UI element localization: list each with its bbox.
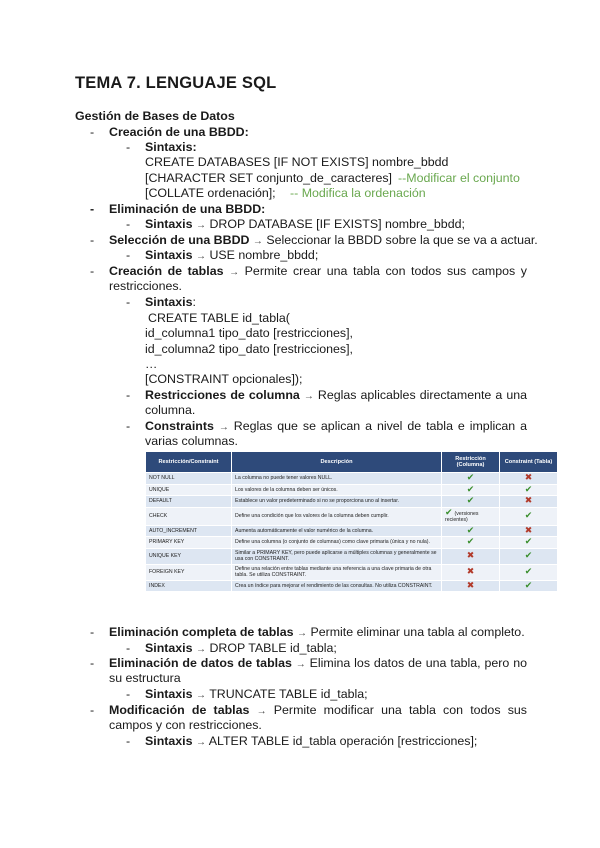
table-flag-cell [500, 507, 558, 525]
table-row [146, 484, 558, 496]
check-icon: ✔ [524, 536, 533, 546]
arrow-icon: → [195, 690, 206, 701]
constraint-name-cell: NOT NULL [146, 473, 232, 485]
cross-icon: ✖ [524, 472, 533, 482]
column-flag-cell [442, 525, 500, 537]
check-icon: ✔ [524, 483, 533, 494]
constraint-desc-cell: Aumenta automáticamente el valor numérico de la columna. [232, 525, 442, 537]
code-text: ALTER TABLE id_tabla operación [restricciones]; [208, 734, 478, 748]
constraint-desc-cell: Similar a PRIMARY KEY, pero puede aplicarse a múltiples columnas y generalmente se usa con CONSTRAINT. [232, 548, 442, 564]
sintaxis-label: Sintaxis [145, 248, 193, 262]
table-body [146, 473, 558, 592]
constraint-name-cell: FOREIGN KEY [146, 564, 232, 580]
modificar-tablas-heading: Modificación de tablas [109, 703, 250, 717]
arrow-icon: → [218, 422, 229, 433]
arrow-icon: → [256, 706, 267, 717]
sintaxis-label: Sintaxis [145, 687, 193, 701]
column-note: (versiones recientes) [445, 510, 479, 523]
modificar-tablas-line [109, 703, 527, 719]
check-icon: ✔ [466, 483, 475, 494]
code-line: CREATE TABLE id_tabla( [148, 311, 290, 325]
bullet-dash: - [126, 641, 131, 655]
check-icon: ✔ [524, 549, 533, 560]
crear-bbdd-heading: Creación de una BBDD: [109, 125, 249, 139]
arrow-icon: → [195, 220, 206, 231]
constraint-desc-cell: Define una columna (o conjunto de columnas) como clave primaria (única y no nula). [232, 537, 442, 549]
eliminar-tabla-syntax-line [145, 641, 337, 657]
column-flag-cell [442, 580, 500, 592]
table-flag-cell [500, 564, 558, 580]
constraint-desc-cell: La columna no puede tener valores NULL. [232, 473, 442, 485]
bullet-dash: - [126, 687, 131, 701]
restricciones-desc: Reglas aplicables directamente a una [317, 388, 527, 402]
column-flag-cell [442, 537, 500, 549]
check-icon: ✔ [524, 509, 533, 520]
code-text: TRUNCATE TABLE id_tabla; [209, 687, 368, 701]
arrow-icon: → [303, 391, 314, 402]
eliminar-bbdd-heading: Eliminación de una BBDD: [109, 202, 266, 216]
table-header-cell: Restricción (Columna) [442, 452, 500, 473]
bullet-dash: - [126, 217, 131, 231]
constraint-desc-cell: Establece un valor predeterminado si no se proporciona uno al insertar. [232, 496, 442, 508]
constraints-heading: Constraints [145, 419, 214, 433]
constraint-desc-cell: Define una condición que los valores de la columna deben cumplir. [232, 507, 442, 525]
table-row [146, 507, 558, 525]
seleccion-bbdd-heading: Selección de una BBDD [109, 233, 250, 247]
code-text: DROP TABLE id_tabla; [209, 641, 337, 655]
bullet-dash: - [126, 248, 131, 262]
crear-tablas-line [109, 264, 527, 280]
restricciones-heading: Restricciones de columna [145, 388, 300, 402]
eliminar-datos-line [109, 656, 527, 672]
eliminar-datos-heading: Eliminación de datos de tablas [109, 656, 292, 670]
table-row [146, 564, 558, 580]
table-row [146, 580, 558, 592]
sintaxis-label: Sintaxis [145, 641, 193, 655]
table-flag-cell [500, 496, 558, 508]
check-icon: ✔ [466, 524, 475, 535]
table-row [146, 473, 558, 485]
sintaxis-label: Sintaxis [145, 295, 193, 309]
check-icon: ✔ [466, 472, 475, 482]
crear-tablas-heading: Creación de tablas [109, 264, 224, 278]
column-flag-cell [442, 484, 500, 496]
bullet-dash: - [126, 734, 131, 748]
constraints-desc: Reglas que se aplican a nivel de tabla e implican a [233, 419, 528, 433]
bullet-dash: - [90, 264, 95, 278]
table-flag-cell [500, 548, 558, 564]
table-flag-cell [500, 484, 558, 496]
table-flag-cell [500, 580, 558, 592]
modificar-tablas-desc: Permite modificar una tabla con todos sus [273, 703, 527, 717]
cross-icon: ✖ [466, 579, 475, 590]
bullet-dash: - [126, 295, 131, 309]
bullet-dash: - [90, 202, 95, 216]
arrow-icon: → [297, 628, 307, 639]
crear-bbdd-sintaxis: Sintaxis: [145, 140, 197, 154]
colon: : [192, 295, 196, 309]
table-header-cell: Descripción [232, 452, 442, 473]
constraint-name-cell: DEFAULT [146, 496, 232, 508]
cross-icon: ✖ [524, 524, 533, 535]
arrow-icon: → [195, 251, 206, 262]
cross-icon: ✖ [524, 495, 533, 505]
crear-tablas-sintaxis-line [145, 295, 196, 310]
table-header-cell: Constraint (Tabla) [500, 452, 558, 473]
code-line: CREATE DATABASES [IF NOT EXISTS] nombre_bbdd [145, 155, 449, 169]
bullet-dash: - [126, 388, 131, 402]
seleccion-bbdd-syntax-line [145, 248, 318, 264]
check-icon: ✔ [524, 579, 533, 590]
table-row [146, 548, 558, 564]
crear-tablas-desc-cont: restricciones. [109, 279, 182, 293]
seleccion-bbdd-line [109, 233, 538, 249]
cross-icon: ✖ [466, 565, 475, 576]
check-icon: ✔ [445, 506, 453, 517]
code-line: … [145, 357, 158, 371]
bullet-dash: - [90, 233, 95, 247]
constraint-name-cell: AUTO_INCREMENT [146, 525, 232, 537]
constraint-name-cell: PRIMARY KEY [146, 537, 232, 549]
constraint-name-cell: INDEX [146, 580, 232, 592]
constraints-table [145, 451, 558, 592]
code-text: USE nombre_bbdd; [209, 248, 319, 262]
constraint-name-cell: UNIQUE [146, 484, 232, 496]
modificar-tablas-syntax-line [145, 734, 477, 750]
code-line: [CHARACTER SET conjunto_de_caracteres] [145, 171, 393, 185]
page-title: TEMA 7. LENGUAJE SQL [75, 74, 277, 92]
check-icon: ✔ [466, 536, 475, 546]
section-heading: Gestión de Bases de Datos [75, 109, 235, 123]
constraint-name-cell: UNIQUE KEY [146, 548, 232, 564]
column-flag-cell [442, 564, 500, 580]
code-text: DROP DATABASE [IF EXISTS] nombre_bbdd; [209, 217, 465, 231]
table-row [146, 525, 558, 537]
code-line: id_columna1 tipo_dato [restricciones], [145, 326, 354, 340]
code-comment: -- Modifica la ordenación [290, 186, 426, 200]
column-flag-cell [442, 507, 500, 525]
arrow-icon: → [252, 236, 263, 247]
table-row [146, 496, 558, 508]
check-icon: ✔ [466, 495, 475, 505]
table-flag-cell [500, 537, 558, 549]
seleccion-bbdd-desc: Seleccionar la BBDD sobre la que se va a actuar. [266, 233, 538, 247]
code-comment: --Modificar el conjunto [398, 171, 520, 185]
bullet-dash: - [126, 140, 131, 154]
eliminar-tabla-heading: Eliminación completa de tablas [109, 625, 294, 639]
constraint-desc-cell: Define una relación entre tablas mediante una referencia a una clave primaria de otra tabla. Se utiliza CONSTRAINT. [232, 564, 442, 580]
constraint-desc-cell: Crea un índice para mejorar el rendimiento de las consultas. No utiliza CONSTRAINT. [232, 580, 442, 592]
arrow-icon: → [195, 644, 206, 655]
table-header-row [146, 452, 558, 473]
arrow-icon: → [195, 737, 206, 748]
column-flag-cell [442, 496, 500, 508]
code-line: id_columna2 tipo_dato [restricciones], [145, 342, 354, 356]
arrow-icon: → [229, 267, 240, 278]
eliminar-datos-desc-cont: su estructura [109, 671, 181, 685]
sintaxis-label: Sintaxis [145, 217, 193, 231]
restricciones-desc-cont: columna. [145, 403, 196, 417]
restricciones-line [145, 388, 527, 404]
code-line: [CONSTRAINT opcionales]); [145, 372, 303, 386]
cross-icon: ✖ [466, 549, 475, 560]
table-header-cell: Restricción/Constraint [146, 452, 232, 473]
constraint-desc-cell: Los valores de la columna deben ser únicos. [232, 484, 442, 496]
eliminar-datos-syntax-line [145, 687, 368, 703]
bullet-dash: - [90, 703, 95, 717]
bullet-dash: - [90, 656, 95, 670]
eliminar-tabla-line [109, 625, 525, 641]
code-line: [COLLATE ordenación]; [145, 186, 276, 200]
arrow-icon: → [295, 659, 306, 670]
table-flag-cell [500, 473, 558, 485]
eliminar-bbdd-syntax-line [145, 217, 465, 233]
constraints-line [145, 419, 527, 435]
constraint-name-cell: CHECK [146, 507, 232, 525]
bullet-dash: - [126, 419, 131, 433]
eliminar-tabla-desc: Permite eliminar una tabla al completo. [310, 625, 525, 639]
column-flag-cell [442, 548, 500, 564]
column-flag-cell [442, 473, 500, 485]
constraints-desc-cont: varias columnas. [145, 434, 238, 448]
check-icon: ✔ [524, 565, 533, 576]
eliminar-datos-desc: Elimina los datos de una tabla, pero no [309, 656, 527, 670]
table-flag-cell [500, 525, 558, 537]
table-row [146, 537, 558, 549]
modificar-tablas-desc-cont: campos y con restricciones. [109, 718, 262, 732]
bullet-dash: - [90, 125, 95, 139]
sintaxis-label: Sintaxis [145, 734, 193, 748]
bullet-dash: - [90, 625, 95, 639]
crear-tablas-desc: Permite crear una tabla con todos sus campos y [244, 264, 527, 278]
